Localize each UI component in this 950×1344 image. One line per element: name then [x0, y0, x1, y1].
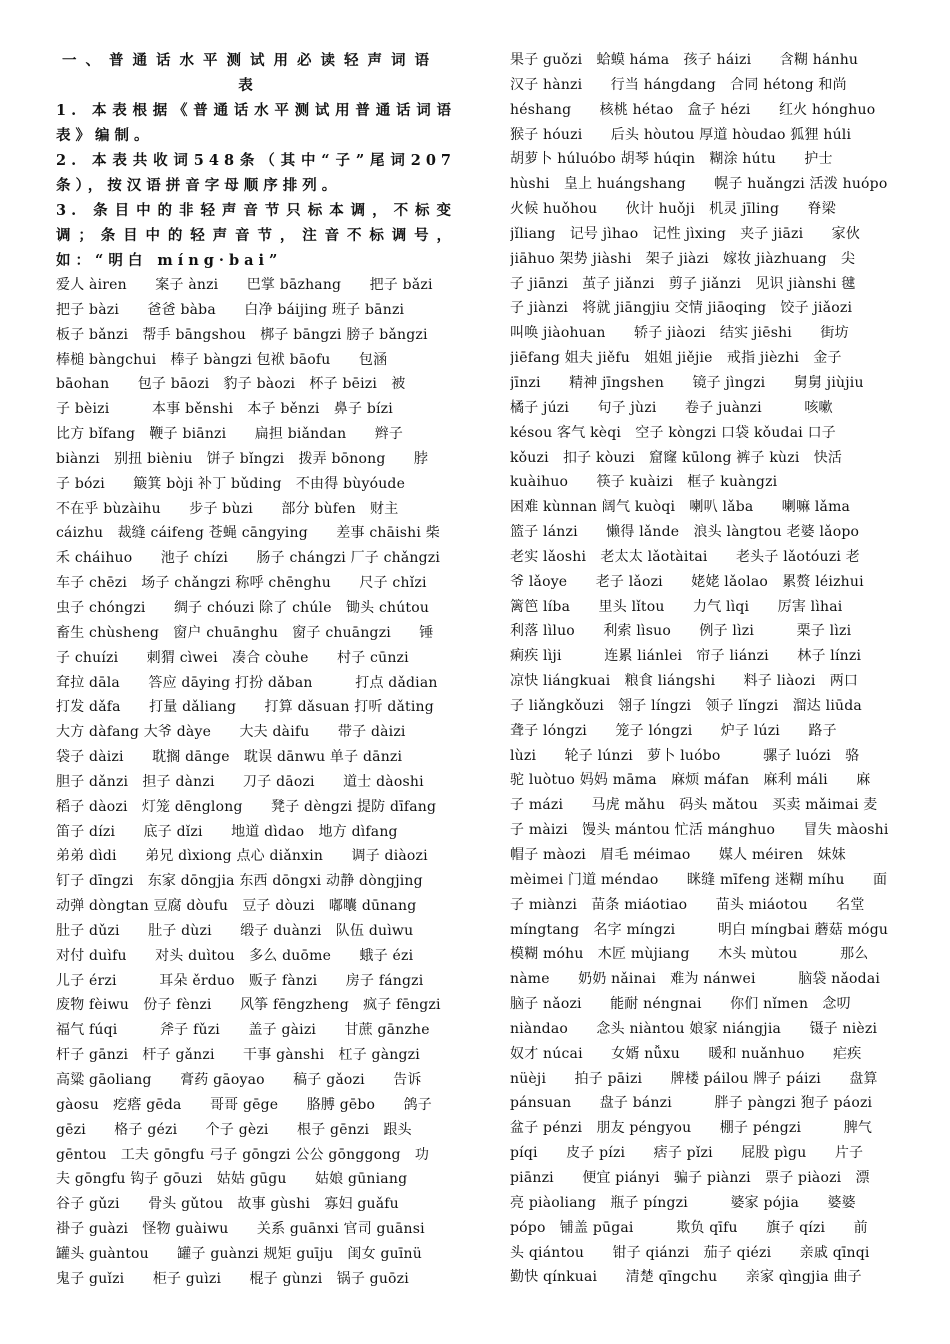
word-list-line: 叫唤 jiàohuan 轿子 jiàozi 结实 jiēshi 街坊	[510, 325, 849, 342]
word-list-line: bāohan 包子 bāozi 豹子 bàozi 杯子 bēizi 被	[56, 376, 406, 393]
word-list-line: 火候 huǒhou 伙计 huǒji 机灵 jīling 脊梁	[510, 201, 836, 218]
word-list-line: 猴子 hóuzi 后头 hòutou 厚道 hòudao 狐狸 húli	[510, 126, 852, 143]
word-list-line: 畜生 chùsheng 窗户 chuānghu 窗子 chuāngzi 锤	[56, 624, 434, 641]
word-list-line: 虫子 chóngzi 绸子 chóuzi 除了 chúle 锄头 chútou	[56, 599, 430, 616]
word-list-line: 篱笆 líba 里头 lǐtou 力气 lìqi 厉害 lìhai	[510, 598, 843, 615]
word-list-line: 板子 bǎnzi 帮手 bāngshou 梆子 bāngzi 膀子 bǎngzi	[56, 326, 428, 343]
word-list-line: 果子 guǒzi 蛤蟆 háma 孩子 háizi 含糊 hánhu	[510, 52, 859, 68]
word-list-line: 谷子 gǔzi 骨头 gǔtou 故事 gùshi 寡妇 guǎfu	[56, 1196, 399, 1213]
word-list-line: 凉快 liángkuai 粮食 liángshi 料子 liàozi 两口	[510, 673, 859, 690]
word-list-line: jiāhuo 架势 jiàshi 架子 jiàzi 嫁妆 jiàzhuang 尖	[510, 250, 856, 267]
word-list-line: 棒槌 bàngchui 棒子 bàngzi 包袱 bāofu 包涵	[56, 351, 388, 368]
word-list-line: 废物 fèiwu 份子 fènzi 风筝 fēngzheng 疯子 fēngzi	[56, 997, 441, 1014]
word-list-line: 福气 fúqi 斧子 fǔzi 盖子 gàizi 甘蔗 gānzhe	[56, 1022, 430, 1039]
word-list-line: pánsuan 盘子 bánzi 胖子 pàngzi 狍子 páozi	[510, 1095, 873, 1112]
word-list-line: 稻子 dàozi 灯笼 dēnglong 凳子 dèngzi 提防 dīfang	[56, 798, 437, 815]
word-list-line: 模糊 móhu 木匠 mùjiang 木头 mùtou 那么	[510, 946, 869, 963]
word-list-line: niàndao 念头 niàntou 娘家 niángjia 镊子 nièzi	[510, 1020, 878, 1037]
word-list-line: 笛子 dízi 底子 dǐzi 地道 dìdao 地方 dìfang	[56, 823, 398, 840]
word-list-line: 勤快 qínkuai 清楚 qīngchu 亲家 qìngjia 曲子	[510, 1269, 862, 1286]
word-list-line: 子 màizi 馒头 mántou 忙活 mánghuo 冒失 màoshi	[510, 822, 889, 839]
word-list-line: jiēfang 姐夫 jiěfu 姐姐 jiějie 戒指 jièzhi 金子	[510, 350, 842, 367]
word-list-line: 奴才 núcai 女婿 nǚxu 暖和 nuǎnhuo 疟疾	[510, 1045, 862, 1062]
word-list-line: míngtang 名字 míngzi 明白 míngbai 蘑菇 mógu	[510, 921, 889, 938]
word-list-line: 动弹 dòngtan 豆腐 dòufu 豆子 dòuzi 嘟囔 dūnang	[56, 898, 417, 915]
word-list-line: 鬼子 guǐzi 柜子 guìzi 棍子 gùnzi 锅子 guōzi	[56, 1270, 409, 1287]
word-list-line: 利落 lìluo 利索 lìsuo 例子 lìzi 栗子 lìzi	[510, 623, 852, 640]
word-list-line: 老实 lǎoshi 老太太 lǎotàitai 老头子 lǎotóuzi 老	[510, 548, 860, 565]
word-list-line: 对付 duìfu 对头 duìtou 多么 duōme 蛾子 ézi	[56, 947, 414, 964]
left-column	[56, 48, 456, 1292]
word-list-line: 头 qiántou 钳子 qiánzi 茄子 qiézi 亲戚 qīnqi	[510, 1244, 870, 1261]
word-list-line: 胡萝卜 húluóbo 胡琴 húqin 糊涂 hútu 护士	[510, 151, 833, 168]
word-list-line: lùzi 轮子 lúnzi 萝卜 luóbo 骡子 luózi 骆	[510, 747, 860, 764]
word-list-line: 夫 gōngfu 钩子 gōuzi 姑姑 gūgu 姑娘 gūniang	[56, 1171, 408, 1188]
word-list-line: gēntou 工夫 gōngfu 弓子 gōngzi 公公 gōnggong 功	[56, 1146, 430, 1163]
word-list-line: píqi 皮子 pízi 痞子 pǐzi 屁股 pìgu 片子	[510, 1145, 864, 1162]
word-list-line: 亮 piàoliang 瓶子 píngzi 婆家 pójia 婆婆	[510, 1194, 856, 1211]
left-word-list	[56, 273, 456, 1292]
word-list-line: 子 bèizi 本事 běnshi 本子 běnzi 鼻子 bízi	[56, 401, 393, 418]
note-3: 3. 条目中的非轻声音节只标本调，不标变调；条目中的轻声音节，注音不标调号，如：“明白 míng·bai”	[56, 202, 456, 269]
word-list-line: 罐头 guàntou 罐子 guànzi 规矩 guīju 闺女 guīnü	[56, 1245, 422, 1262]
word-list-line: 大方 dàfang 大爷 dàye 大夫 dàifu 带子 dàizi	[56, 724, 406, 741]
word-list-line: 爷 lǎoye 老子 lǎozi 姥姥 lǎolao 累赘 léizhui	[510, 573, 864, 590]
word-list-line: 钉子 dīngzi 东家 dōngjia 东西 dōngxi 动静 dòngjing	[56, 873, 423, 890]
word-list-line: gēzi 格子 gézi 个子 gèzi 根子 gēnzi 跟头	[56, 1121, 412, 1138]
word-list-line: biànzi 别扭 bièniu 饼子 bǐngzi 拨弄 bōnong 脖	[56, 450, 429, 467]
word-list-line: 高粱 gāoliang 膏药 gāoyao 稿子 gǎozi 告诉	[56, 1072, 422, 1088]
word-list-line: 痢疾 lìji 连累 liánlei 帘子 liánzi 林子 línzi	[510, 648, 862, 665]
word-list-line: 胆子 dǎnzi 担子 dànzi 刀子 dāozi 道士 dàoshi	[56, 773, 424, 790]
word-list-line: 肚子 dǔzi 肚子 dùzi 缎子 duànzi 队伍 duìwu	[56, 922, 414, 939]
right-column	[510, 48, 896, 1290]
word-list-line: 驼 luòtuo 妈妈 māma 麻烦 máfan 麻利 máli 麻	[510, 772, 871, 789]
word-list-line: 子 bózi 簸箕 bòji 补丁 bǔding 不由得 bùyóude	[56, 475, 406, 492]
word-list-line: 子 jiānzi 茧子 jiǎnzi 剪子 jiǎnzi 见识 jiànshi 毽	[510, 275, 856, 292]
word-list-line: 帽子 màozi 眉毛 méimao 媒人 méiren 妹妹	[510, 847, 846, 863]
word-list-line: 儿子 érzi 耳朵 ěrduo 贩子 fànzi 房子 fángzi	[56, 972, 424, 989]
word-list-line: 爱人 àiren 案子 ànzi 巴掌 bāzhang 把子 bǎzi	[56, 277, 433, 293]
word-list-line: 弟弟 dìdi 弟兄 dìxiong 点心 diǎnxin 调子 diàozi	[56, 848, 428, 865]
word-list-line: 盆子 pénzi 朋友 péngyou 棚子 péngzi 脾气	[510, 1120, 873, 1137]
word-list-line: 子 liǎngkǒuzi 翎子 língzi 领子 lǐngzi 溜达 liūda	[510, 697, 862, 714]
word-list-line: jīnzi 精神 jīngshen 镜子 jìngzi 舅舅 jiùjiu	[510, 374, 864, 391]
word-list-line: 脑子 nǎozi 能耐 néngnai 你们 nǐmen 念叨	[510, 996, 851, 1013]
word-list-line: hùshi 皇上 huángshang 幌子 huǎngzi 活泼 huópo	[510, 176, 888, 193]
note-1: 1. 本表根据《普通话水平测试用普通话词语表》编制。	[56, 102, 456, 144]
right-word-list	[510, 48, 896, 1290]
word-list-line: kuàihuo 筷子 kuàizi 框子 kuàngzi	[510, 474, 778, 491]
word-list-line: 袋子 dàizi 耽搁 dānge 耽误 dānwu 单子 dānzi	[56, 749, 403, 766]
word-list-line: nüèji 拍子 pāizi 牌楼 páilou 牌子 páizi 盘算	[510, 1070, 878, 1087]
word-list-line: 不在乎 bùzàihu 步子 bùzi 部分 bùfen 财主	[56, 500, 399, 517]
word-list-line: 橘子 júzi 句子 jùzi 卷子 juànzi 咳嗽	[510, 399, 833, 416]
word-list-line: 困难 kùnnan 阔气 kuòqi 喇叭 lǎba 喇嘛 lǎma	[510, 499, 851, 516]
word-list-line: jǐliang 记号 jìhao 记性 jìxing 夹子 jiāzi 家伙	[510, 225, 861, 242]
word-list-line: 把子 bàzi 爸爸 bàba 白净 báijing 班子 bānzi	[56, 301, 405, 318]
word-list-line: kǒuzi 扣子 kòuzi 窟窿 kūlong 裤子 kùzi 快活	[510, 449, 843, 466]
word-list-line: 子 jiànzi 将就 jiāngjiu 交情 jiāoqing 饺子 jiǎozi	[510, 300, 853, 317]
word-list-line: 聋子 lóngzi 笼子 lóngzi 炉子 lúzi 路子	[510, 722, 837, 739]
word-list-line: 耷拉 dāla 答应 dāying 打扮 dǎban 打点 dǎdian	[56, 674, 438, 691]
page-title: 一、普通话水平测试用必读轻声词语表	[62, 52, 438, 94]
word-list-line: 汉子 hànzi 行当 hángdang 合同 hétong 和尚	[510, 76, 847, 93]
word-list-line: nàme 奶奶 nǎinai 难为 nánwei 脑袋 nǎodai	[510, 971, 881, 988]
word-list-line: gàosu 疙瘩 gēda 哥哥 gēge 胳膊 gēbo 鸽子	[56, 1096, 432, 1113]
word-list-line: 打发 dǎfa 打量 dǎliang 打算 dǎsuan 打听 dǎting	[56, 699, 434, 716]
word-list-line: piānzi 便宜 piányi 骗子 piànzi 票子 piàozi 漂	[510, 1169, 870, 1186]
word-list-line: pópo 铺盖 pūgai 欺负 qīfu 旗子 qízi 前	[510, 1219, 868, 1236]
word-list-line: 杆子 gānzi 杆子 gǎnzi 干事 gànshi 杠子 gàngzi	[56, 1047, 420, 1064]
word-list-line: 车子 chēzi 场子 chǎngzi 称呼 chēnghu 尺子 chǐzi	[56, 575, 427, 592]
word-list-line: 禾 cháihuo 池子 chízi 肠子 chángzi 厂子 chǎngzi	[56, 550, 441, 567]
word-list-line: 褂子 guàzi 怪物 guàiwu 关系 guānxi 官司 guānsi	[56, 1221, 425, 1238]
word-list-line: 篮子 lánzi 懒得 lǎnde 浪头 làngtou 老婆 lǎopo	[510, 524, 860, 541]
word-list-line: 比方 bǐfang 鞭子 biānzi 扁担 biǎndan 辫子	[56, 426, 404, 443]
word-list-line: mèimei 门道 méndao 眯缝 mīfeng 迷糊 míhu 面	[510, 871, 888, 888]
word-list-line: héshang 核桃 hétao 盒子 hézi 红火 hónghuo	[510, 101, 876, 118]
note-2: 2. 本表共收词548条（其中“子”尾词207条），按汉语拼音字母顺序排列。	[56, 152, 456, 194]
word-list-line: 子 chuízi 刺猬 cìwei 凑合 còuhe 村子 cūnzi	[56, 649, 409, 666]
word-list-line: cáizhu 裁缝 cáifeng 苍蝇 cāngying 差事 chāishi 柴	[56, 525, 440, 542]
word-list-line: késou 客气 kèqi 空子 kòngzi 口袋 kǒudai 口子	[510, 424, 836, 441]
word-list-line: 子 miànzi 苗条 miáotiao 苗头 miáotou 名堂	[510, 896, 865, 913]
word-list-line: 子 mázi 马虎 mǎhu 码头 mǎtou 买卖 mǎimai 麦	[510, 797, 878, 814]
